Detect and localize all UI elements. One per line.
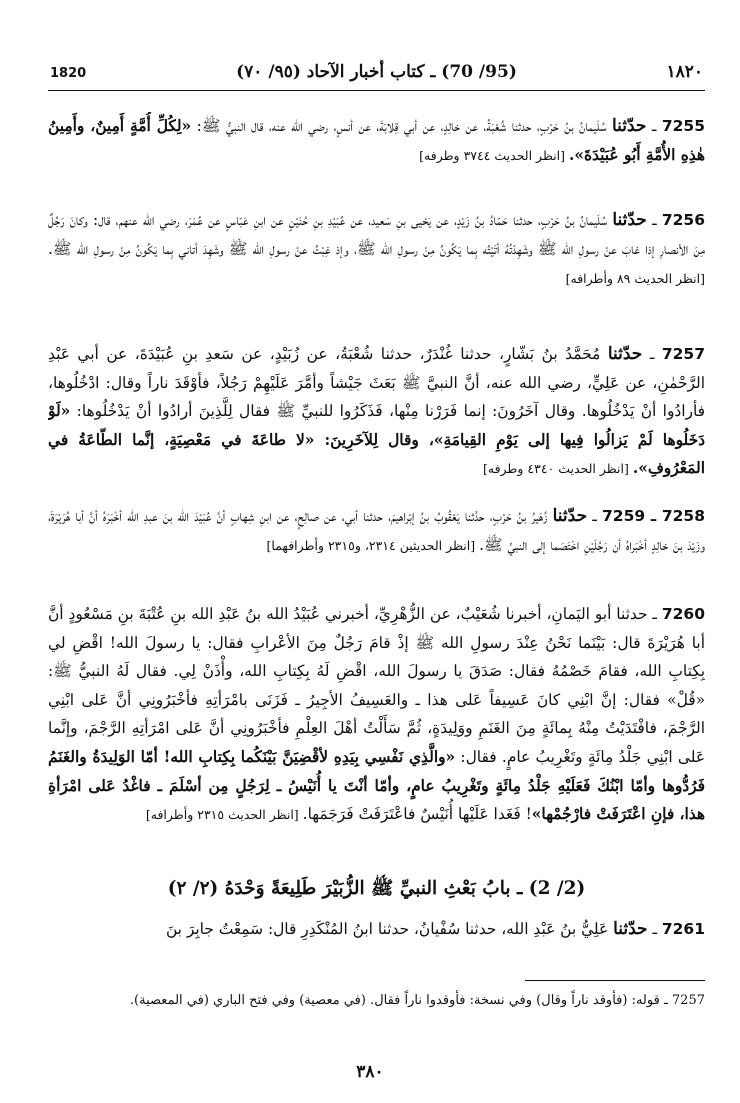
page-number-latin: 1820 xyxy=(50,66,87,81)
hadith-after: ، وقال لِلآخَرِينَ: «لا طاعَةَ في مَعْصِيَةٍ، إنَّما الطّاعَةُ في المَعْرُوفِ». xyxy=(48,430,705,478)
hadith-lead: حدّثنا xyxy=(607,344,643,364)
hadith-number: 7257 xyxy=(661,345,705,363)
hadith-text: زُهَيرُ بنُ حَرْبٍ، حدَّثنا يَعْقُوبُ بنُ إبْراهيمَ، حدثنا أبي، عن صالِحٍ، عن ابنِ شِهابٍ أنَّ عُبَيْدَ الله بنَ عبدِ الله أخْبَرَهُ أنَّ أبا هُرَيْرَةَ، وزَيْدَ بنَ خالِدٍ أخْبَراهُ أن رَجُلَيْنِ اخْتَصَما إلى النبيِّ ﷺ. xyxy=(48,507,705,554)
hadith-dash: ـ xyxy=(642,345,662,363)
hadith-lead: حدّثنا xyxy=(552,506,588,526)
hadith-lead: حدّثنا xyxy=(612,210,647,230)
hadith-dash: ـ xyxy=(587,507,603,525)
chapter-title: (2/ 2) ـ بابُ بَعْثِ النبيِّ ﷺ الزُّبَيْرَ طَلِيعَةً وَحْدَهُ (٢/ ٢) xyxy=(167,878,586,899)
hadith-reference: [انظر الحديث ٤٣٤٠ وطرفه] xyxy=(482,461,633,477)
page-number-bottom: ٣٨٠ xyxy=(356,1062,384,1082)
hadith-7261 xyxy=(48,915,705,945)
hadith-quote: «لِكُلِّ أُمَّةٍ أَمِينٌ، وأَمِينُ هٰذِهِ الأُمَّةِ أَبُو عُبَيْدَةَ». xyxy=(48,117,705,164)
hadith-dash: ـ xyxy=(646,211,662,229)
hadith-lead: حدّثنا xyxy=(611,116,647,136)
page-header xyxy=(48,58,705,88)
header-rule xyxy=(48,90,705,91)
hadith-7255 xyxy=(48,112,705,198)
hadith-reference: [انظر الحديث ٨٩ وأطرافه] xyxy=(565,271,705,287)
hadith-7257 xyxy=(48,340,705,498)
hadith-text: سُلَيمانُ بنُ حَرْبٍ، حدثنا حَمّادُ بنُ زَيْدٍ، عن يَحْيى بنِ سَعيد، عن عُبَيْدِ بنِ حُنَيْنٍ عن ابنِ عَبّاسٍ عن عُمَرَ، رضي الله عنهم، قال: وكانَ رَجُلٌ مِنَ الأنصارِ إذا غابَ عنْ رسولِ الله ﷺ وشَهِدْتُهُ أتَيْتُه بِما يَكُونُ مِنْ رسولِ الله ﷺ، وإذ غِبْتُ عنْ رسولِ الله ﷺ وشَهِدَ أتاني بِما يَكُونُ مِنْ رسولِ الله ﷺ. xyxy=(48,211,705,258)
hadith-7258-7259 xyxy=(48,502,705,598)
hadith-text: عَلِيُّ بنُ عَبْدِ الله، حدثنا سُفْيانُ، حدثنا ابنُ المُنْكَدِرِ قال: سَمِعْتُ جابِرَ بنَ xyxy=(165,920,614,938)
hadith-reference: [انظر الحديث ٢٣١٥ وأطرافه] xyxy=(145,807,303,823)
hadith-reference: [انظر الحديثين ٢٣١٤، و٢٣١٥ وأطرافهما] xyxy=(266,537,480,553)
hadith-lead: حدّثنا xyxy=(613,919,648,939)
hadith-after: ! فَغَدا عَلَيْها أُنَيْسٌ فاعْتَرَفَتْ فَرَجَمَها. xyxy=(302,805,532,824)
hadith-dash: ـ xyxy=(647,605,662,623)
page-number-arabic: ١٨٢٠ xyxy=(666,62,703,82)
hadith-dash: ـ xyxy=(647,920,662,938)
hadith-number: 7255 xyxy=(661,117,705,135)
hadith-reference: [انظر الحديث ٣٧٤٤ وطرفه] xyxy=(419,147,570,163)
running-title: (95/ 70) ـ كتاب أخبار الآحاد (٩٥/ ٧٠) xyxy=(236,62,517,82)
hadith-dash: ـ xyxy=(646,117,662,135)
hadith-quote: «لَوْ دَخَلُوها لَمْ يَزالُوا فِيها إلى يَوْمِ القِيامَةِ» xyxy=(48,402,705,449)
footnote-rule xyxy=(525,980,705,981)
hadith-7260 xyxy=(48,600,705,872)
hadith-number: 7261 xyxy=(661,920,705,938)
hadith-7256 xyxy=(48,206,705,334)
hadith-text: مُحَمَّدُ بنُ بَشّارٍ، حدثنا غُنْدَرٌ، حدثنا شُعْبَةُ، عن زُبَيْدٍ، عن سَعدِ بنِ عُبَيْدَةَ، عن أبي عَبْدِ الرَّحْمٰنِ، عن عَلِيٍّ، رضي الله عنه، أنَّ النبيَّ ﷺ بَعَثَ جَيْشاً وأمَّرَ عَلَيْهِمْ رَجُلاً، فأوْقَدَ ناراً وقال: ادْخُلُوها، فأرادُوا أنْ يَدْخُلُوها. وقال آخَرُونَ: إنما فَرَرْنا مِنْها، فَذَكَرُوا للنبيِّ ﷺ فقال لِلَّذِينَ أرادُوا أنْ يَدْخُلُوها: xyxy=(48,345,705,421)
hadith-number: 7258 ـ 7259 xyxy=(602,507,705,525)
hadith-text: سُلَيمانُ بنُ حَرْبٍ، حدثنا شُعْبَةُ، عن خالِدٍ، عن أبي قِلابَةَ، عن أنسٍ، رضي الله عنه، قال النبيُّ ﷺ: xyxy=(191,117,612,135)
hadith-number: 7256 xyxy=(661,211,705,229)
hadith-quote: «والَّذِي نَفْسِي بِيَدِهِ لأقْضِيَنَّ بَيْنَكُما بِكِتابِ الله! أمّا الوَلِيدَةُ والغَنَمُ فَرُدُّوها وأمّا ابْنُكَ فَعَلَيْهِ جَلْدُ مِائَةٍ وتَغْرِيبُ عامٍ، وأمّا أنْتَ يا أُنَيْسُ ـ لِرَجُلٍ مِن أسْلَمَ ـ فاغْدُ عَلى امْرَأةِ هذا، فإنِ اعْتَرَفَتْ فارْجُمْها» xyxy=(48,747,705,824)
footnote: 7257 ـ قوله: (فأوقد ناراً وقال) وفي نسخة: فأوقدوا ناراً فقال. (في معصية) وفي فتح الباري (في المعصية). xyxy=(129,993,705,1008)
hadith-text: حدثنا أبو اليَمانِ، أخبرنا شُعَيْبٌ، عن الزُّهْرِيِّ، أخبرني عُبَيْدُ الله بنُ عَبْدِ الله بنِ عُتْبَةَ بنِ مَسْعُودٍ أنَّ أبا هُرَيْرَةَ قال: بَيْنَما نَحْنُ عِنْدَ رسولِ الله ﷺ إذْ قامَ رَجُلٌ مِنَ الأعْرابِ فقال: يا رسولَ الله! اقْضِ لي بِكِتابِ الله، فقامَ خَصْمُهُ فقال: صَدَقَ يا رسولَ الله، اقْضِ لَهُ بِكِتابِ الله، وأْذَنْ لِي. فقال لَهُ النبيُّ ﷺ: «قُلْ» فقال: إنَّ ابْنِي كانَ عَسِيفاً عَلى هذا ـ والعَسِيفُ الأجِيرُ ـ فَزَنَى بامْرَأتِهِ فأخْبَرُونِي أنَّ عَلى ابْنِي الرَّجْمَ، فافْتَدَيْتُ مِنْهُ بِمائَةٍ مِنَ الغَنَمِ ووَلِيدَةٍ، ثُمَّ سَأَلْتُ أهْلَ العِلْمِ فأخْبَرُونِي أنَّ عَلى امْرَأتِهِ الرَّجْمَ، وإنَّما عَلى ابْنِي جَلْدُ مِائَةٍ وتَغْرِيبُ عامٍ. فقال: xyxy=(48,605,705,766)
hadith-number: 7260 xyxy=(661,605,705,623)
